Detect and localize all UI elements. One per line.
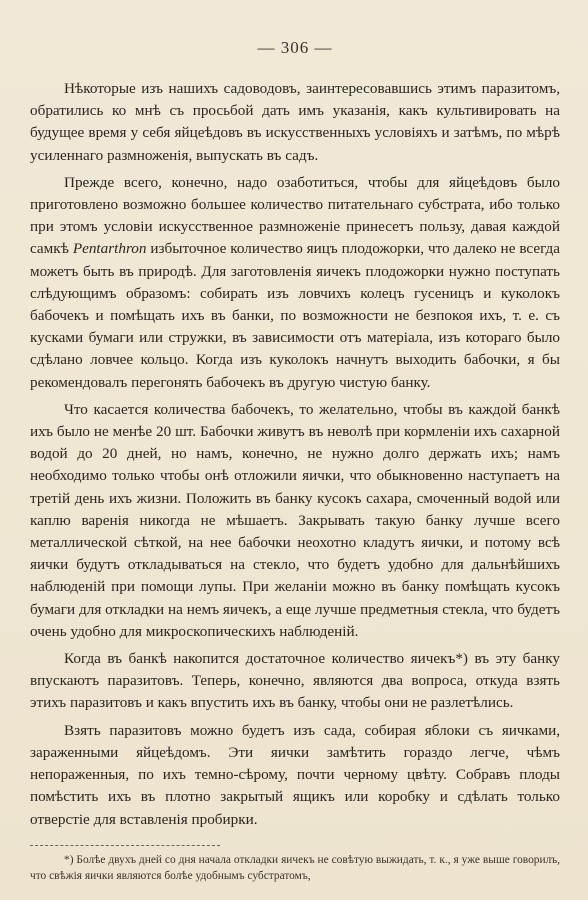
page-number: — 306 — — [257, 38, 333, 57]
paragraph-5: Взять паразитовъ можно будетъ изъ сада, собирая яблоки съ яичками, зараженными яйцеѣдомъ. Эти яички замѣтить гораздо легче, чѣмъ непораженныя, по ихъ темно-сѣрому, почти черному цвѣту. Собравъ плоды помѣстить ихъ въ плотно закрытый ящикъ или коробку и сдѣлать только отверстіе для вставленія пробирки. — [30, 721, 560, 828]
paragraph-2-start: Прежде всего, конечно, надо озаботиться, чтобы для яйцеѣдовъ было приготовлено возможно большее количество питательнаго субстрата, ибо только при этомъ условіи искусственное размноженіе принесетъ пользу, давая каждой самкѣ — [30, 173, 560, 258]
paragraph-4: Когда въ банкѣ накопится достаточное количество яичекъ*) въ эту банку впускаютъ паразитовъ. Теперь, конечно, являются два вопроса, откуда взять этихъ паразитовъ и какъ впустить ихъ въ банку, чтобы они не разлетѣлись. — [30, 650, 560, 712]
footnote-divider — [30, 845, 220, 846]
paragraph-1: Нѣкоторые изъ нашихъ садоводовъ, заинтересовавшись этимъ паразитомъ, обратились ко мнѣ съ просьбой дать имъ указанія, какъ культивировать на будущее время у себя яйцеѣдовъ въ искусственныхъ условіяхъ и затѣмъ, по мѣрѣ усиленнаго размноженія, выпускать въ садъ. — [30, 80, 560, 164]
body-text — [30, 78, 560, 831]
footnote: *) Болѣе двухъ дней со дня начала откладки яичекъ не совѣтую выжидать, т. к., я уже выше говорилъ, что свѣжія яички являются болѣе удобнымъ субстратомъ, — [30, 853, 560, 882]
species-name: Pentarthron — [72, 240, 147, 258]
paragraph-2 — [30, 172, 560, 394]
paragraph-3: Что касается количества бабочекъ, то желательно, чтобы въ каждой банкѣ ихъ было не менѣе 20 шт. Бабочки живутъ въ неволѣ при кормленіи ихъ сахарной водой до 20 дней, но намъ, конечно, не нужно долго держать ихъ; намъ необходимо только чтобы онѣ отложили яички, что обыкновенно наступаетъ на третій день ихъ жизни. Положить въ банку кусокъ сахара, смоченный водой или каплю варенія никогда не мѣшаетъ. Закрывать такую банку лучше всего металлической сѣткой, на нее бабочки неохотно кладутъ яички, и потому всѣ яички будутъ откладываться на стекло, что будетъ удобно для дальнѣйшихъ наблюденій при помощи лупы. При желаніи можно въ банку помѣщать кусокъ бумаги для откладки на немъ яичекъ, а еще лучше предметныя стекла, что будетъ очень удобно для микроскопическихъ наблюденій. — [30, 400, 560, 640]
paragraph-2-rest: избыточное количество яицъ плодожорки, что далеко не всегда можетъ быть въ природѣ. Для заготовленія яичекъ плодожорки нужно поступать слѣдующимъ образомъ: собирать изъ ловчихъ колецъ гусеницъ и куколокъ бабочекъ и помѣщать ихъ въ банки, по возможности не безпокоя ихъ, т. е. съ кусками бумаги или стружки, въ зависимости отъ матеріала, изъ котораго было сдѣлано ловчее кольцо. Когда изъ куколокъ начнутъ выходить бабочки, я бы рекомендовалъ перегонять бабочекъ въ другую чистую банку. — [30, 240, 561, 391]
